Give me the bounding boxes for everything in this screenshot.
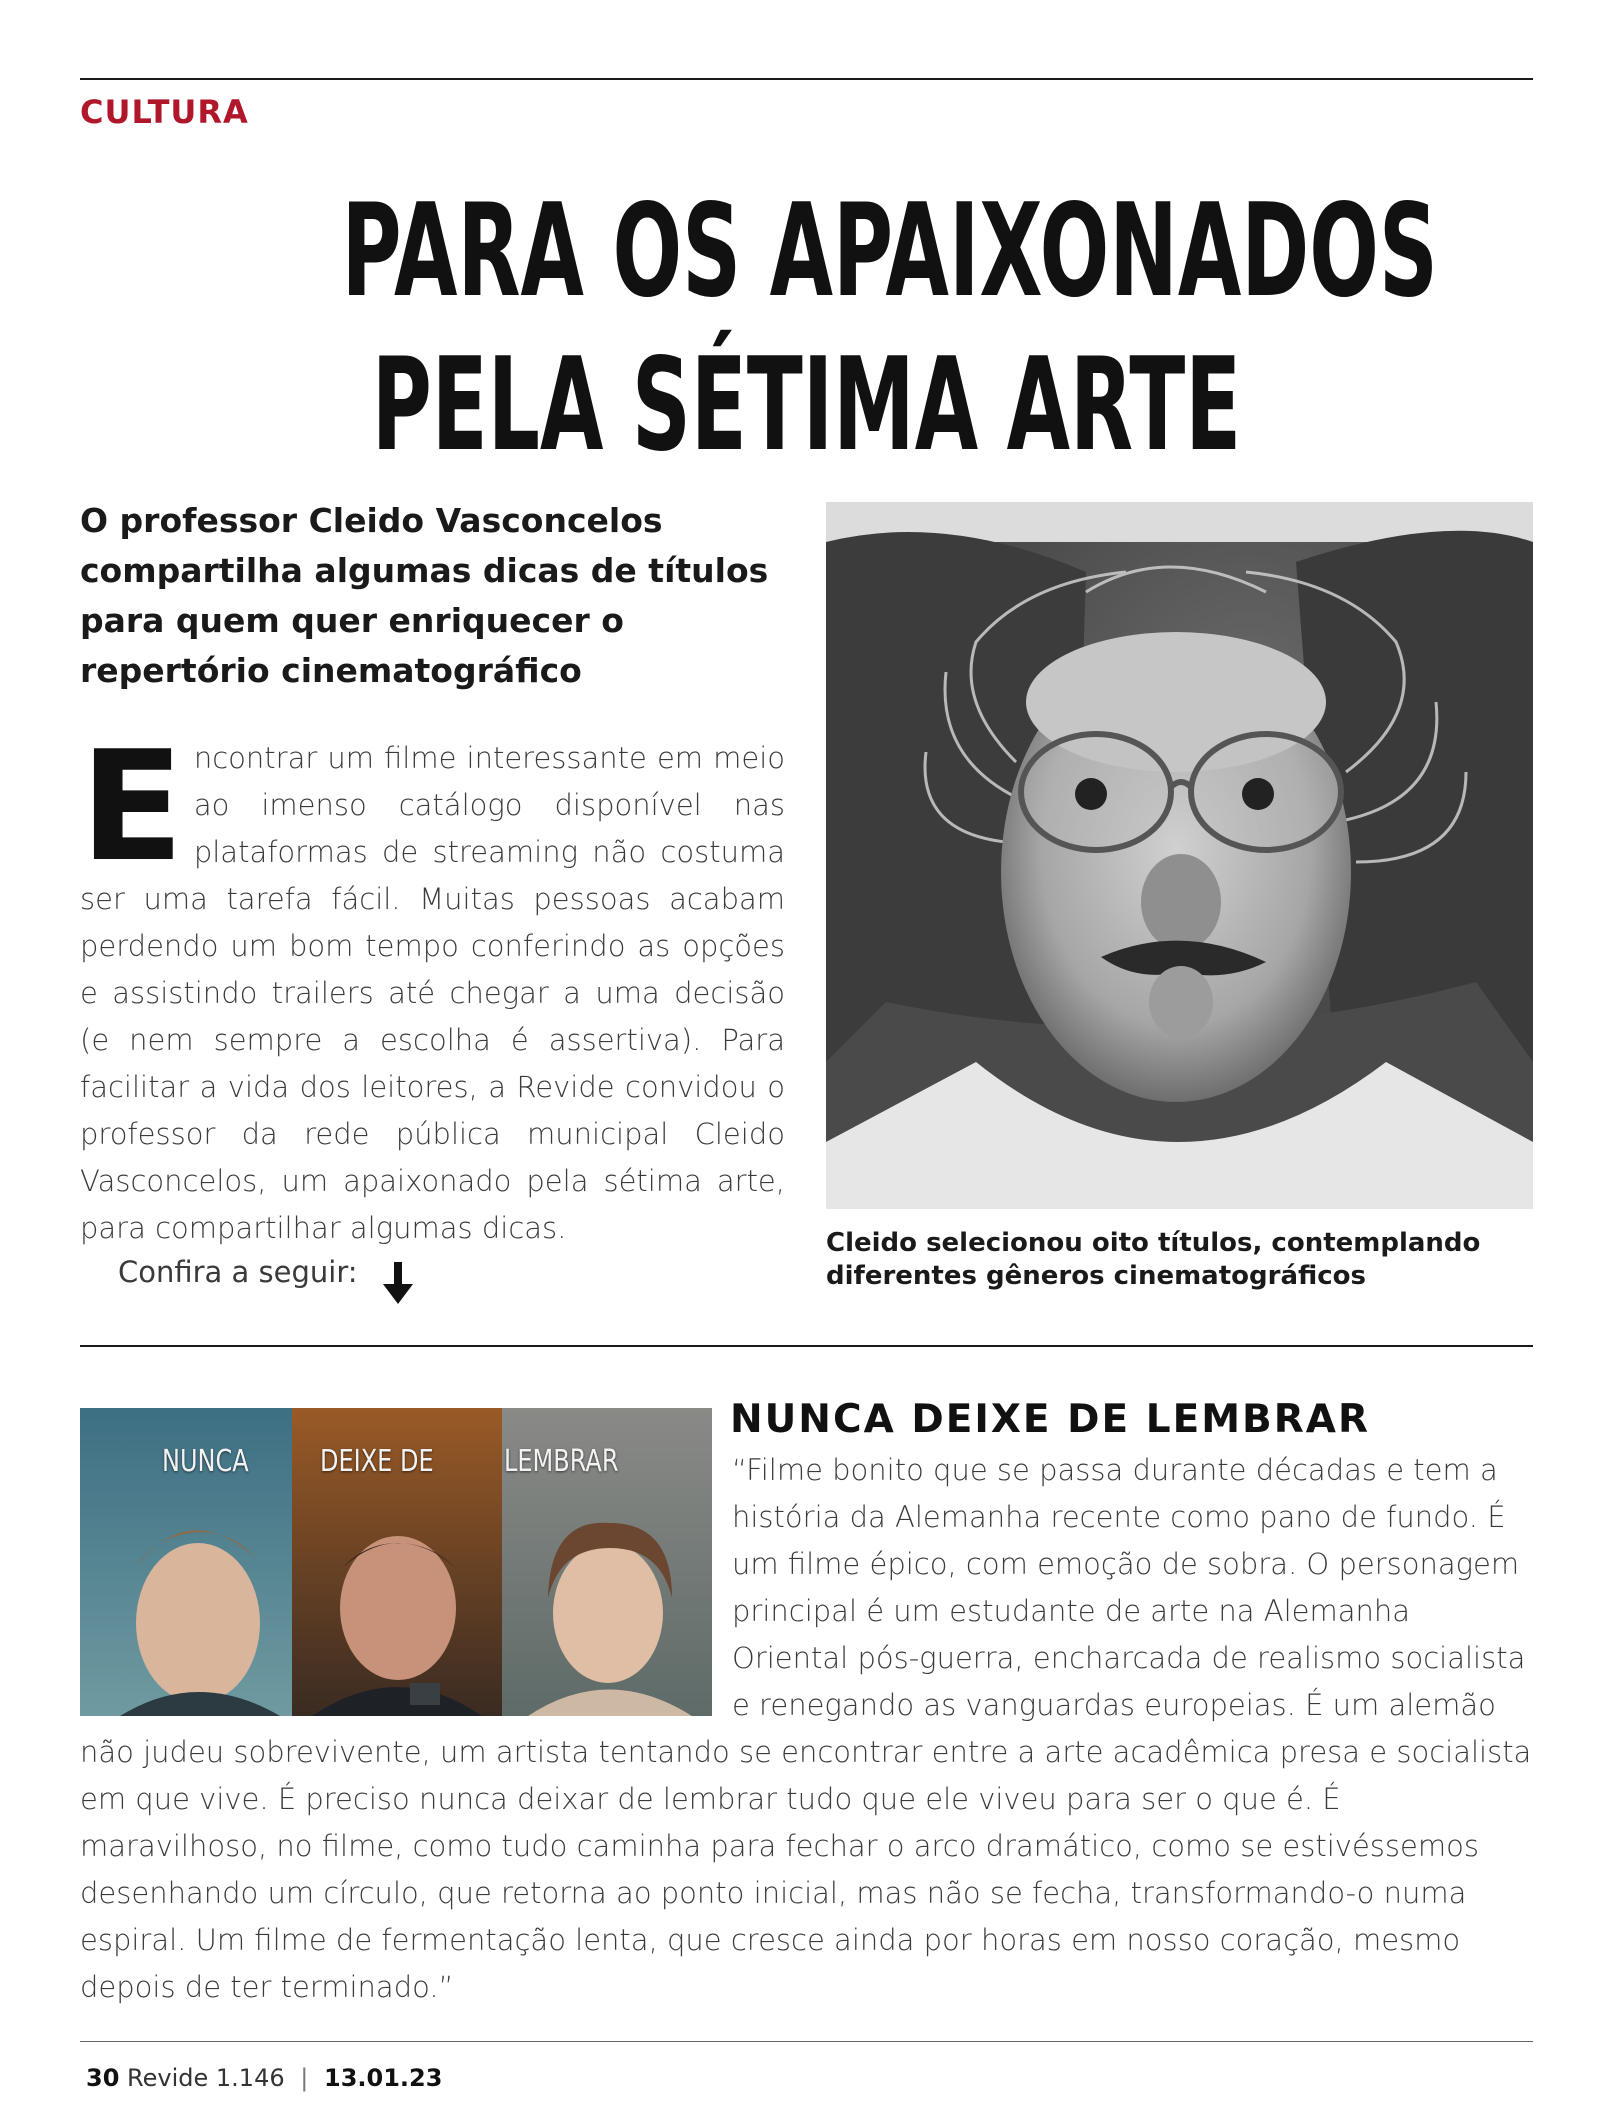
drop-cap: E [80, 718, 184, 895]
portrait-photo [826, 502, 1533, 1209]
page-title [341, 175, 1438, 483]
footer-separator: | [300, 2064, 309, 2092]
confira-text: Confira a seguir: [118, 1255, 358, 1289]
film-review-text: “Filme bonito que se passa durante décadas e tem a história da Alemanha recente como pano de fundo. É um filme épico, com emoção de sobra. O personagem principal é um estudante de arte na Alemanha Oriental pós-guerra, encharcada de realismo socialista e renegando as vanguardas europeias. É um alemão não judeu sobrevivente, um artista tentando se encontrar entre a arte acadêmica presa e socialista em que vive. É preciso nunca deixar de lembrar tudo que ele viveu para ser o que é. É maravilhoso, no filme, como tudo caminha para fechar o arco dramático, como se estivéssemos desenhando um círculo, que retorna ao ponto inicial, mas não se fecha, transformando-o numa espiral. Um filme de fermentação lenta, que cresce ainda por horas em nosso coração, mesmo depois de ter terminado.” [80, 1453, 1532, 2004]
title-line-1: PARA OS APAIXONADOS [341, 177, 1438, 326]
poster-word-3: LEMBRAR [504, 1444, 619, 1479]
intro-text: ncontrar um filme interessante em meio ao imenso catálogo disponível nas plataformas de streaming não costuma ser uma tarefa fácil. Muitas pessoas acabam perdendo um bom tempo conferindo as opções e assistindo trailers até chegar a uma decisão (e nem sempre a escolha é assertiva). Para facilitar a vida dos leitores, a Revide convidou o professor da rede pública municipal Cleido Vasconcelos, um apaixonado pela sétima arte, para compartilhar algumas dicas. [80, 741, 785, 1245]
poster-wrap-spacer [80, 1447, 732, 1729]
section-label: CULTURA [80, 93, 249, 131]
issue-date: 13.01.23 [324, 2064, 443, 2092]
lead-paragraph: O professor Cleido Vasconcelos compartilha algumas dicas de títulos para quem quer enriquecer o repertório cinematográfico [80, 501, 769, 690]
title-line-2: PELA SÉTIMA ARTE [371, 331, 1242, 480]
magazine-issue: Revide 1.146 [127, 2064, 285, 2092]
bottom-rule [80, 2041, 1533, 2042]
middle-rule [80, 1345, 1533, 1347]
intro-paragraph [80, 718, 785, 1252]
poster-word-1: NUNCA [162, 1444, 249, 1479]
poster-word-2: DEIXE DE [320, 1444, 434, 1479]
page-footer [86, 2064, 442, 2092]
page-number: 30 [86, 2064, 120, 2092]
arrow-down-icon [383, 1262, 413, 1304]
film-review [80, 1447, 1533, 2011]
top-rule [80, 78, 1533, 80]
photo-caption: Cleido selecionou oito títulos, contemplando diferentes gêneros cinematográficos [826, 1228, 1481, 1291]
film-title: NUNCA DEIXE DE LEMBRAR [730, 1397, 1371, 1442]
